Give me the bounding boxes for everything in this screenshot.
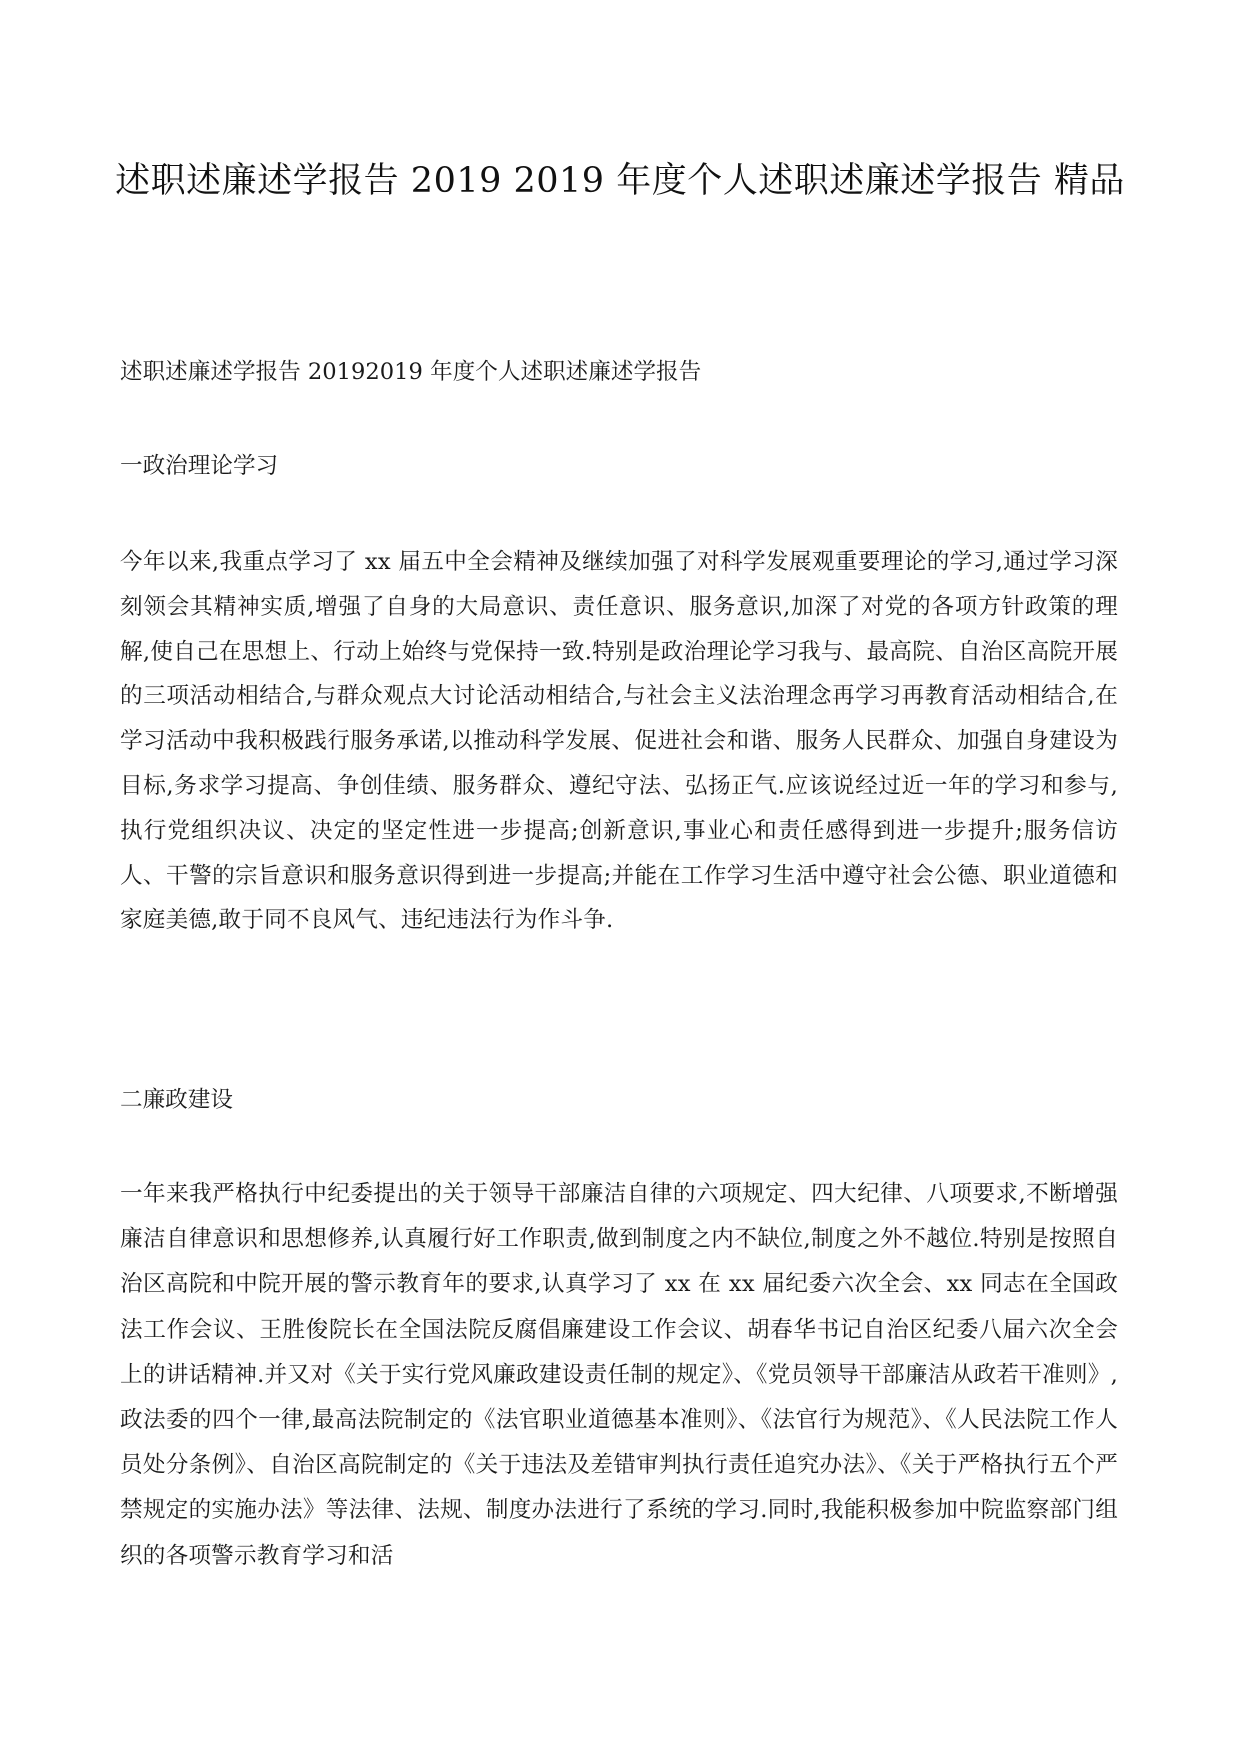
section-heading-political-study: 一政治理论学习 bbox=[120, 453, 279, 479]
section-paragraph-integrity: 一年来我严格执行中纪委提出的关于领导干部廉洁自律的六项规定、四大纪律、八项要求,不断增强廉洁自律意识和思想修养,认真履行好工作职责,做到制度之内不缺位,制度之外不越位.特别是按照自治区高院和中院开展的警示教育年的要求,认真学习了 xx 在 xx 届纪委六次全会、xx 同志在全国政法工作会议、王胜俊院长在全国法院反腐倡廉建设工作会议、胡春华书记自治区纪委八届六次全会上的讲话精神.并又对《关于实行党风廉政建设责任制的规定》、《党员领导干部廉洁从政若干准则》,政法委的四个一律,最高法院制定的《法官职业道德基本准则》、《法官行为规范》、《人民法院工作人员处分条例》、自治区高院制定的《关于违法及差错审判执行责任追究办法》、《关于严格执行五个严禁规定的实施办法》等法律、法规、制度办法进行了系统的学习.同时,我能积极参加中院监察部门组织的各项警示教育学习和活 bbox=[120, 1181, 1118, 1569]
section-paragraph-political-study: 今年以来,我重点学习了 xx 届五中全会精神及继续加强了对科学发展观重要理论的学习,通过学习深刻领会其精神实质,增强了自身的大局意识、责任意识、服务意识,加深了对党的各项方针政策的理解,使自己在思想上、行动上始终与党保持一致.特别是政治理论学习我与、最高院、自治区高院开展的三项活动相结合,与群众观点大讨论活动相结合,与社会主义法治理念再学习再教育活动相结合,在学习活动中我积极践行服务承诺,以推动科学发展、促进社会和谐、服务人民群众、加强自身建设为目标,务求学习提高、争创佳绩、服务群众、遵纪守法、弘扬正气.应该说经过近一年的学习和参与,执行党组织决议、决定的坚定性进一步提高;创新意识,事业心和责任感得到进一步提升;服务信访人、干警的宗旨意识和服务意识得到进一步提高;并能在工作学习生活中遵守社会公德、职业道德和家庭美德,敢于同不良风气、违纪违法行为作斗争. bbox=[120, 549, 1118, 934]
document-subtitle: 述职述廉述学报告 20192019 年度个人述职述廉述学报告 bbox=[120, 359, 702, 385]
section-heading-integrity: 二廉政建设 bbox=[120, 1087, 233, 1113]
document-title: 述职述廉述学报告 2019 2019 年度个人述职述廉述学报告 精品 bbox=[115, 161, 1125, 201]
